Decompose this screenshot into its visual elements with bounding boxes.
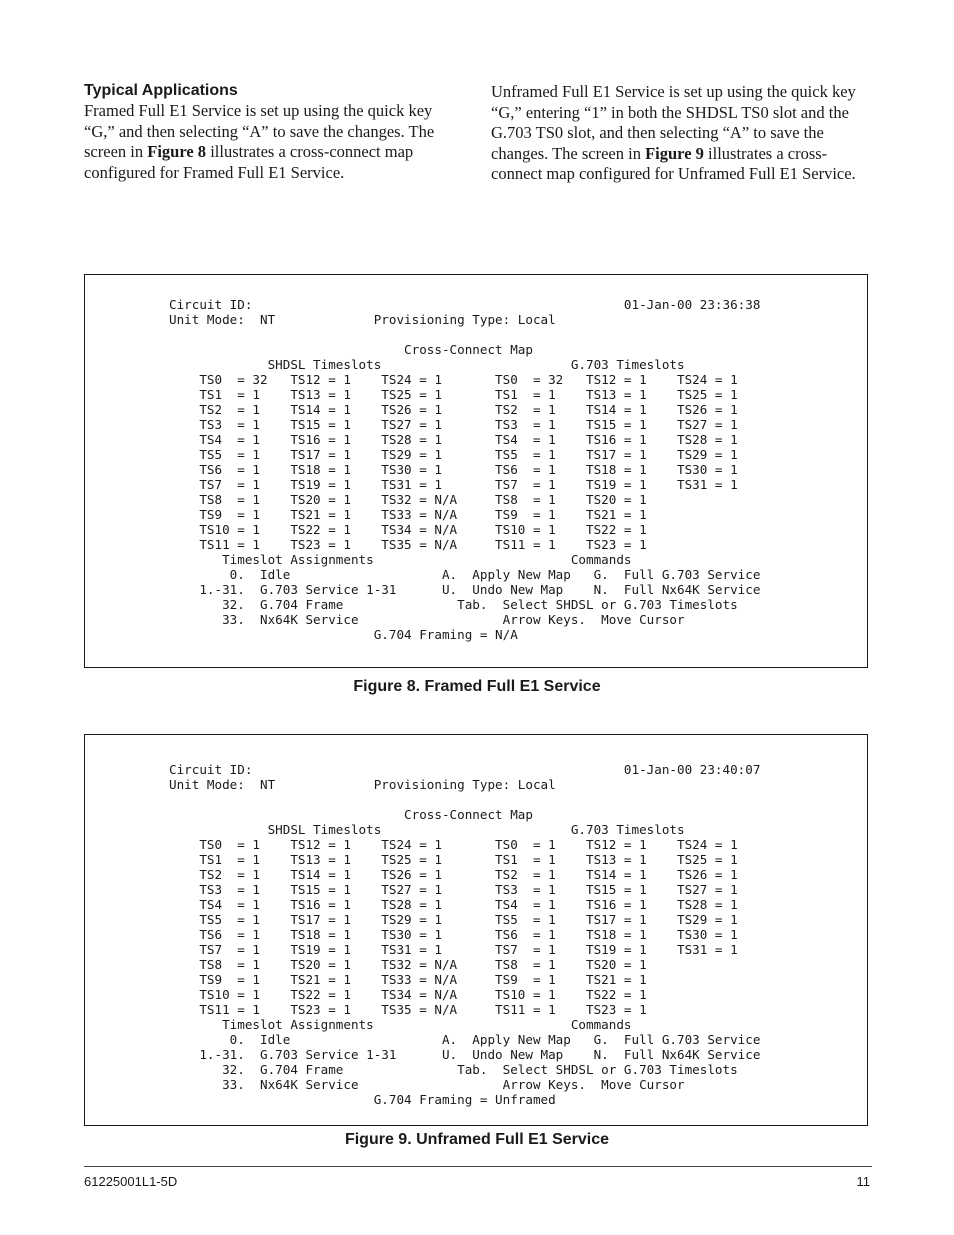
figure9-terminal-screen — [84, 734, 868, 1126]
left-text-column — [84, 80, 464, 183]
para-text: Unframed Full E1 Service is set up using the quick key “G,” entering “1” in both the SHDSL TS0 slot and the G.703 TS0 slot, and then selecting “A” to save the changes. The screen in — [491, 82, 856, 163]
section-heading: Typical Applications — [84, 82, 238, 99]
cross-connect-map-text: Circuit ID: 01-Jan-00 23:40:07 Unit Mode: NT Provisioning Type: Local Cross-Connect Map SHDSL Timeslots G.703 Timeslots TS0 = 1 TS12 = 1 TS24 = 1 TS0 = 1 TS12 = 1 TS24 = 1 TS1 = 1 TS13 = 1 TS25 = 1 TS1 = 1 TS13 = 1 TS25 = 1 TS2 = 1 TS14 = 1 TS26 = 1 TS2 = 1 TS14 = 1 TS26 = 1 TS3 = 1 TS15 = 1 TS27 = 1 TS3 = 1 TS15 = 1 TS27 = 1 TS4 = 1 TS16 = 1 TS28 = 1 TS4 = 1 TS16 = 1 TS28 = 1 TS5 = 1 TS17 = 1 TS29 = 1 TS5 = 1 TS17 = 1 TS29 = 1 TS6 = 1 TS18 = 1 TS30 = 1 TS6 = 1 TS18 = 1 TS30 = 1 TS7 = 1 TS19 = 1 TS31 = 1 TS7 = 1 TS19 = 1 TS31 = 1 TS8 = 1 TS20 = 1 TS32 = N/A TS8 = 1 TS20 = 1 TS9 = 1 TS21 = 1 TS33 = N/A TS9 = 1 TS21 = 1 TS10 = 1 TS22 = 1 TS34 = N/A TS10 = 1 TS22 = 1 TS11 = 1 TS23 = 1 TS35 = N/A TS11 = 1 TS23 = 1 Timeslot Assignments Commands 0. Idle A. Apply New Map G. Full G.703 Service 1.-31. G.703 Service 1-31 U. Undo New Map N. Full Nx64K Service 32. G.704 Frame Tab. Select SHDSL or G.703 Timeslots 33. Nx64K Service Arrow Keys. Move Cursor G.704 Framing = Unframed — [169, 762, 761, 1107]
right-text-column — [491, 80, 871, 185]
footer-divider — [84, 1166, 872, 1167]
framed-service-paragraph — [84, 101, 464, 183]
page-number: 11 — [856, 1174, 870, 1189]
para-text: Framed Full E1 Service is set up using the quick key “G,” and then selecting “A” to save the changes. The screen in — [84, 101, 435, 162]
unframed-service-paragraph — [491, 82, 871, 185]
document-number: 61225001L1-5D — [84, 1174, 178, 1189]
para-text: illustrates a cross-connect map configured for Unframed Full E1 Service. — [491, 143, 856, 184]
figure8-terminal-screen — [84, 274, 868, 668]
figure9-caption: Figure 9. Unframed Full E1 Service — [344, 1131, 610, 1148]
cross-connect-map-text: Circuit ID: 01-Jan-00 23:36:38 Unit Mode: NT Provisioning Type: Local Cross-Connect Map SHDSL Timeslots G.703 Timeslots TS0 = 32 TS12 = 1 TS24 = 1 TS0 = 32 TS12 = 1 TS24 = 1 TS1 = 1 TS13 = 1 TS25 = 1 TS1 = 1 TS13 = 1 TS25 = 1 TS2 = 1 TS14 = 1 TS26 = 1 TS2 = 1 TS14 = 1 TS26 = 1 TS3 = 1 TS15 = 1 TS27 = 1 TS3 = 1 TS15 = 1 TS27 = 1 TS4 = 1 TS16 = 1 TS28 = 1 TS4 = 1 TS16 = 1 TS28 = 1 TS5 = 1 TS17 = 1 TS29 = 1 TS5 = 1 TS17 = 1 TS29 = 1 TS6 = 1 TS18 = 1 TS30 = 1 TS6 = 1 TS18 = 1 TS30 = 1 TS7 = 1 TS19 = 1 TS31 = 1 TS7 = 1 TS19 = 1 TS31 = 1 TS8 = 1 TS20 = 1 TS32 = N/A TS8 = 1 TS20 = 1 TS9 = 1 TS21 = 1 TS33 = N/A TS9 = 1 TS21 = 1 TS10 = 1 TS22 = 1 TS34 = N/A TS10 = 1 TS22 = 1 TS11 = 1 TS23 = 1 TS35 = N/A TS11 = 1 TS23 = 1 Timeslot Assignments Commands 0. Idle A. Apply New Map G. Full G.703 Service 1.-31. G.703 Service 1-31 U. Undo New Map N. Full Nx64K Service 32. G.704 Frame Tab. Select SHDSL or G.703 Timeslots 33. Nx64K Service Arrow Keys. Move Cursor G.704 Framing = N/A — [169, 297, 761, 642]
figure-reference: Figure 9 — [645, 143, 704, 163]
para-text: illustrates a cross-connect map configured for Framed Full E1 Service. — [84, 142, 414, 182]
figure-reference: Figure 8 — [147, 142, 207, 162]
figure8-caption: Figure 8. Framed Full E1 Service — [353, 678, 601, 695]
